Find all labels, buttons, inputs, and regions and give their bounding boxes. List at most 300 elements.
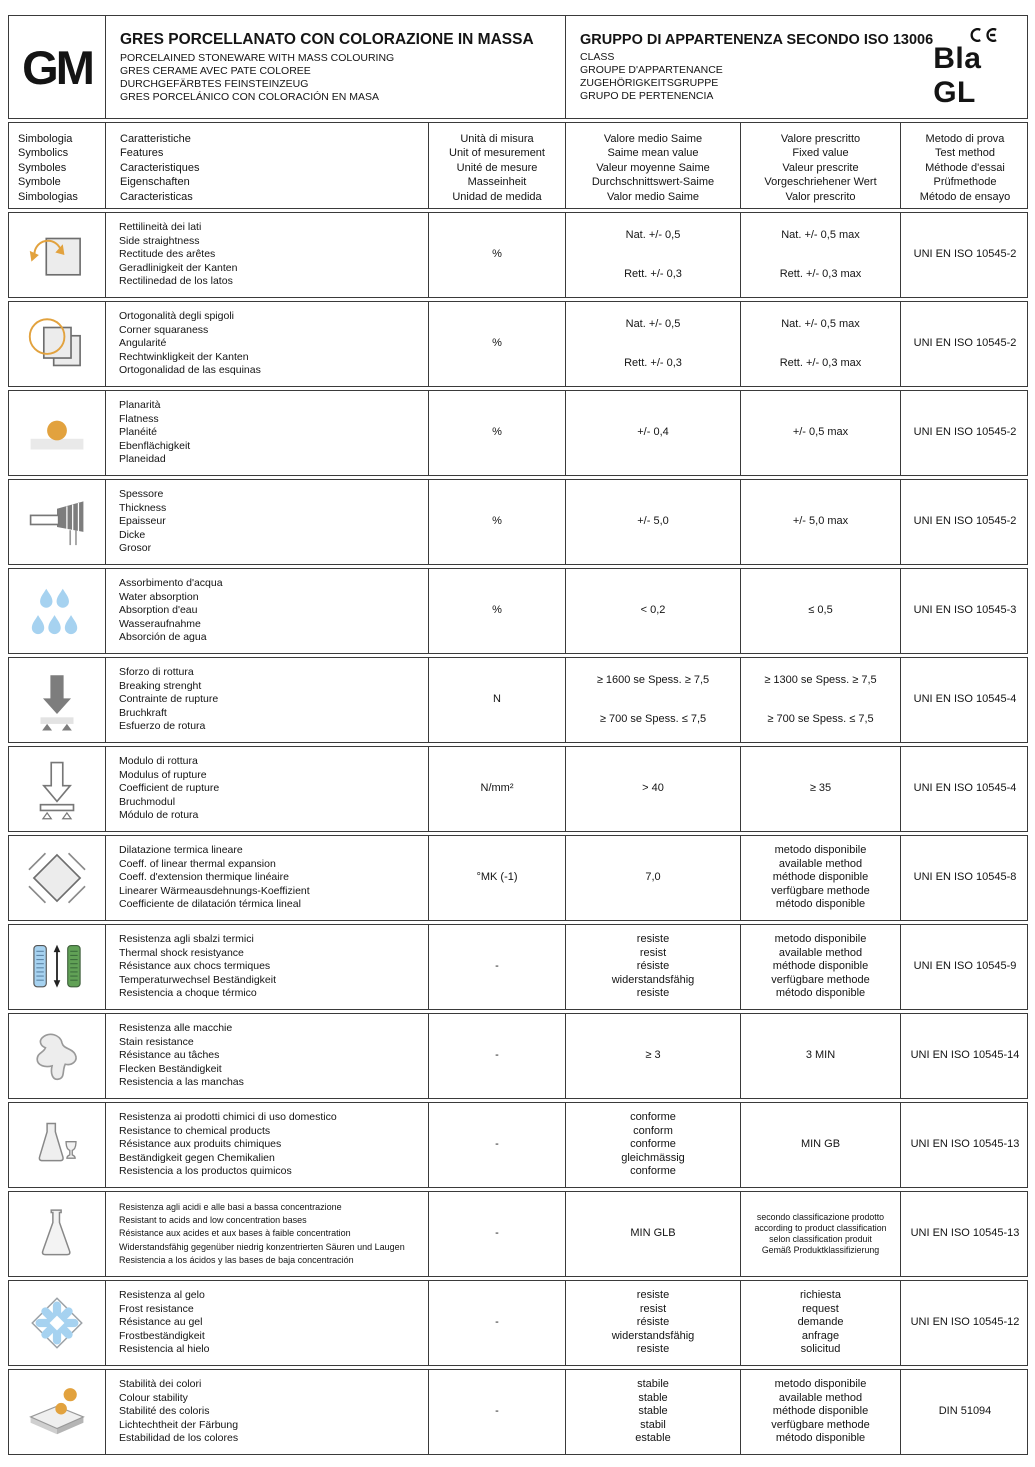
value-line: 7,0 (645, 871, 661, 884)
feature-line: Resistenza agli acidi e alle basi a bassa concentrazione (119, 1201, 342, 1212)
column-header-features (106, 123, 429, 208)
fixed-value-cell (741, 925, 901, 1009)
value-line: gleichmässig (621, 1151, 685, 1164)
feature-line: Rechtwinkligkeit der Kanten (119, 350, 249, 363)
value-line: °MK (-1) (476, 871, 518, 884)
value-line: resiste (636, 1289, 670, 1302)
value-line: verfügbare methode (771, 1418, 870, 1431)
test-method-cell (901, 925, 1029, 1009)
feature-line: Flatness (119, 412, 159, 425)
fixed-value-cell-lines (808, 604, 832, 618)
feature-line: Stabilité des coloris (119, 1405, 210, 1418)
value-line: méthode disponible (772, 871, 869, 884)
features-cell (106, 836, 429, 920)
fixed-value-cell-lines (771, 1378, 869, 1446)
feature-line: Epaisseur (119, 515, 166, 528)
column-header-line: Unidad de medida (452, 190, 542, 203)
feature-lines (119, 310, 261, 378)
test-method-cell (901, 1370, 1029, 1454)
datasheet-header (8, 15, 1028, 119)
group-title: GRUPPO DI APPARTENENZA SECONDO ISO 13006 (580, 31, 934, 48)
table-row (8, 1013, 1028, 1099)
mean-value-cell-lines (641, 604, 666, 618)
feature-line: Résistance aux acides et aux bases à faible concentration (119, 1228, 351, 1239)
value-line: selon classification produit (769, 1234, 872, 1244)
value-line: ≥ 35 (809, 782, 832, 795)
column-header-line: Metodo di prova (925, 133, 1005, 145)
test-method-cell-lines (914, 426, 1017, 440)
table-body (8, 212, 1028, 1455)
column-header-line: Vorgeschriehener Wert (764, 176, 877, 189)
value-line: UNI EN ISO 10545-8 (913, 871, 1017, 884)
test-method-cell-lines (914, 604, 1017, 618)
unit-cell-lines (492, 337, 502, 351)
column-header-test-method (901, 123, 1029, 208)
value-line: resiste (636, 987, 670, 1000)
value-line: stabile (637, 1378, 669, 1391)
feature-line: Frostbeständigkeit (119, 1329, 205, 1342)
mean-value-cell-lines (645, 871, 660, 885)
feature-line: Coeff. of linear thermal expansion (119, 857, 276, 870)
feature-line: Absorción de agua (119, 631, 207, 644)
table-row (8, 835, 1028, 921)
symbol-cell (9, 569, 106, 653)
feature-line: Thickness (119, 501, 167, 514)
fixed-value-cell (741, 1014, 901, 1098)
table-row (8, 390, 1028, 476)
features-cell (106, 480, 429, 564)
value-line: widerstandsfähig (611, 973, 695, 986)
mean-value-cell-lines (630, 1227, 675, 1241)
symbol-cell (9, 480, 106, 564)
value-line: Nat. +/- 0,5 (625, 228, 681, 241)
feature-line: Resistenza agli sbalzi termici (119, 933, 254, 946)
value-line: conform (633, 1124, 673, 1137)
column-header-fixed-value (741, 123, 901, 208)
value-line: ≤ 0,5 (808, 604, 833, 617)
fixed-value-cell (741, 1281, 901, 1365)
mean-value-cell-lines (645, 1049, 660, 1063)
column-header-line: Simbologias (18, 190, 78, 203)
fixed-value-cell (741, 1370, 901, 1454)
unit-cell (429, 213, 566, 297)
features-cell (106, 391, 429, 475)
group-block (566, 16, 1027, 118)
table-row (8, 1369, 1028, 1455)
feature-line: Coefficient de rupture (119, 782, 220, 795)
value-line: Rett. +/- 0,3 max (779, 357, 862, 369)
unit-cell-lines (495, 1227, 499, 1241)
mean-value-cell (566, 391, 741, 475)
column-header-line: Unit of mesurement (449, 147, 545, 160)
test-method-cell (901, 1014, 1029, 1098)
value-line: estable (635, 1432, 671, 1445)
unit-cell (429, 925, 566, 1009)
gm-logo-text: GM (22, 40, 92, 94)
value-line: stable (638, 1405, 668, 1418)
value-line: % (492, 515, 502, 528)
feature-line: Résistance au tâches (119, 1049, 220, 1062)
feature-line: Colour stability (119, 1391, 188, 1404)
value-line: widerstandsfähig (611, 1329, 695, 1342)
value-line: ≥ 3 (645, 1049, 661, 1062)
unit-cell (429, 480, 566, 564)
ce-area (933, 16, 1015, 118)
value-line: available method (778, 857, 863, 870)
unit-cell-lines (495, 1138, 499, 1152)
value-line: request (802, 1302, 839, 1315)
symbol-cell (9, 747, 106, 831)
unit-cell-lines (492, 426, 502, 440)
test-method-cell (901, 302, 1029, 386)
value-line: método disponible (775, 987, 866, 1000)
value-line: Rett. +/- 0,3 max (779, 268, 862, 280)
value-line: UNI EN ISO 10545-4 (913, 782, 1017, 795)
features-cell (106, 747, 429, 831)
value-line: secondo classificazione prodotto (756, 1211, 885, 1222)
value-line: UNI EN ISO 10545-12 (910, 1316, 1020, 1329)
mean-value-cell (566, 925, 741, 1009)
value-line: UNI EN ISO 10545-13 (910, 1138, 1020, 1151)
column-header-line: Caracteristiques (120, 161, 200, 174)
technical-datasheet (8, 15, 1028, 1455)
unit-cell-lines (495, 960, 499, 974)
column-header-line: Valeur prescrite (782, 161, 859, 174)
mean-value-cell (566, 1014, 741, 1098)
test-method-cell-lines (911, 1138, 1020, 1152)
feature-line: Wasseraufnahme (119, 617, 201, 630)
feature-line: Coeff. d'extension thermique linéaire (119, 871, 289, 884)
group-subtitles (580, 51, 723, 103)
test-method-cell (901, 1192, 1029, 1276)
column-header-line: Valore medio Saime (603, 133, 703, 145)
value-line: - (495, 1049, 499, 1062)
colour-stability-icon (24, 1379, 90, 1445)
value-line: % (492, 337, 502, 350)
value-line: MIN GLB (630, 1227, 676, 1240)
value-line: resist (639, 946, 667, 959)
symbol-cell (9, 1370, 106, 1454)
column-header-line: Método de ensayo (919, 190, 1011, 203)
test-method-cell-lines (914, 960, 1017, 974)
value-line: % (492, 248, 502, 261)
group-subtitle-line: ZUGEHÖRIGKEITSGRUPPE (580, 76, 719, 89)
feature-line: Thermal shock resistyance (119, 946, 244, 959)
symbol-cell (9, 1281, 106, 1365)
unit-cell (429, 1103, 566, 1187)
symbol-cell (9, 836, 106, 920)
feature-lines (119, 844, 310, 912)
value-line: UNI EN ISO 10545-2 (913, 426, 1017, 439)
fixed-value-cell (741, 391, 901, 475)
ce-mark-icon (955, 28, 1013, 42)
fixed-value-cell-lines (771, 844, 869, 912)
thickness-icon (24, 489, 90, 555)
symbol-cell (9, 1014, 106, 1098)
value-line: Nat. +/- 0,5 max (781, 317, 860, 330)
table-row (8, 1191, 1028, 1277)
feature-line: Widerstandsfähig gegenüber niedrig konzentrierten Säuren und Laugen (119, 1241, 405, 1252)
test-method-cell-lines (911, 1049, 1020, 1063)
mean-value-cell (566, 569, 741, 653)
feature-line: Water absorption (119, 590, 199, 603)
column-header-line: Fixed value (792, 147, 849, 160)
features-cell (106, 302, 429, 386)
product-subtitle-line: DURCHGEFÄRBTES FEINSTEINZEUG (120, 77, 309, 90)
feature-line: Breaking strenght (119, 679, 202, 692)
feature-lines (119, 755, 219, 823)
column-header-line: Caracteristicas (120, 190, 193, 203)
column-header-line: Symboles (18, 161, 67, 174)
value-line: ≥ 700 se Spess. ≤ 7,5 (599, 713, 707, 725)
test-method-cell-lines (914, 782, 1017, 796)
features-cell (106, 213, 429, 297)
feature-lines (119, 221, 238, 289)
mean-value-cell (566, 658, 741, 742)
gm-logo (9, 16, 106, 118)
test-method-cell-lines (914, 515, 1017, 529)
unit-cell-lines (493, 693, 501, 707)
mean-value-cell (566, 836, 741, 920)
value-line: % (492, 604, 502, 617)
value-line: > 40 (642, 782, 664, 795)
fixed-value-cell (741, 836, 901, 920)
feature-line: Rettilineità dei lati (119, 221, 202, 234)
group-subtitle-line: GROUPE D'APPARTENANCE (580, 63, 723, 76)
unit-cell-lines (481, 782, 514, 796)
column-header-line: Test method (935, 147, 995, 160)
value-line: metodo disponibile (774, 933, 867, 946)
column-header-line: Features (120, 147, 164, 160)
test-method-cell (901, 391, 1029, 475)
features-cell (106, 1370, 429, 1454)
table-row (8, 301, 1028, 387)
value-line: UNI EN ISO 10545-3 (913, 604, 1017, 617)
value-line: according to product classification (754, 1222, 887, 1233)
value-line: résiste (636, 960, 670, 973)
mean-value-cell-lines (642, 782, 664, 796)
table-row (8, 1280, 1028, 1366)
column-header-row (8, 122, 1028, 209)
feature-line: Lichtechtheit der Färbung (119, 1418, 239, 1431)
mean-value-cell (566, 213, 741, 297)
feature-line: Frost resistance (119, 1302, 194, 1315)
value-line: UNI EN ISO 10545-2 (913, 248, 1017, 261)
value-line: UNI EN ISO 10545-2 (913, 337, 1017, 350)
feature-line: Esfuerzo de rotura (119, 720, 206, 733)
value-line: N (493, 693, 501, 706)
mean-value-cell-lines (624, 318, 682, 371)
feature-line: Resistenza al gelo (119, 1289, 205, 1302)
table-row (8, 212, 1028, 298)
mean-value-cell (566, 1103, 741, 1187)
feature-line: Spessore (119, 488, 164, 501)
unit-cell (429, 658, 566, 742)
value-line: available method (778, 1391, 863, 1404)
mean-value-cell (566, 480, 741, 564)
table-row (8, 746, 1028, 832)
column-header-line: Unità di misura (460, 133, 534, 145)
test-method-cell (901, 213, 1029, 297)
product-subtitles (120, 52, 394, 104)
test-method-cell-lines (911, 1316, 1020, 1330)
value-line: méthode disponible (772, 1405, 869, 1418)
fixed-value-cell (741, 569, 901, 653)
feature-line: Planarità (119, 399, 161, 412)
value-line: ≥ 1300 se Spess. ≥ 7,5 (764, 673, 877, 686)
test-method-cell (901, 1281, 1029, 1365)
value-line: stabil (640, 1418, 666, 1431)
feature-line: Contrainte de rupture (119, 693, 219, 706)
column-header-line: Symbolics (18, 147, 69, 160)
symbol-cell (9, 213, 106, 297)
group-subtitle-line: GRUPO DE PERTENENCIA (580, 89, 714, 102)
corner-squareness-icon (24, 311, 90, 377)
feature-lines (119, 1289, 209, 1357)
fixed-value-cell-lines (801, 1138, 840, 1152)
mean-value-cell-lines (635, 1378, 670, 1446)
feature-lines (119, 1022, 244, 1090)
feature-line: Beständigkeit gegen Chemikalien (119, 1151, 275, 1164)
value-line: < 0,2 (640, 604, 666, 617)
feature-line: Ortogonalità degli spigoli (119, 310, 234, 323)
symbol-cell (9, 391, 106, 475)
fixed-value-cell (741, 747, 901, 831)
feature-line: Stain resistance (119, 1035, 194, 1048)
feature-line: Ortogonalidad de las esquinas (119, 364, 261, 377)
value-line: UNI EN ISO 10545-9 (913, 960, 1017, 973)
value-line: UNI EN ISO 10545-2 (913, 515, 1017, 528)
value-line: available method (778, 946, 863, 959)
value-line: % (492, 426, 502, 439)
fixed-value-cell (741, 302, 901, 386)
value-line: Nat. +/- 0,5 (625, 317, 681, 330)
feature-lines (119, 1201, 405, 1267)
unit-cell (429, 391, 566, 475)
feature-line: Resistance to chemical products (119, 1124, 271, 1137)
unit-cell-lines (495, 1316, 499, 1330)
feature-line: Planéité (119, 426, 157, 439)
feature-line: Résistance au gel (119, 1316, 203, 1329)
fixed-value-cell-lines (798, 1289, 844, 1357)
feature-line: Resistant to acids and low concentration bases (119, 1215, 307, 1226)
value-line: +/- 5,0 max (792, 515, 849, 528)
thermal-expansion-icon (24, 845, 90, 911)
value-line: ≥ 1600 se Spess. ≥ 7,5 (596, 673, 710, 686)
fixed-value-cell (741, 658, 901, 742)
column-header-line: Méthode d'essai (925, 161, 1005, 174)
class-code: Bla GL (933, 42, 982, 109)
unit-cell-lines (492, 515, 502, 529)
feature-lines (119, 1111, 337, 1179)
feature-line: Stabilità dei colori (119, 1378, 202, 1391)
feature-line: Resistencia a los ácidos y las bases de baja concentración (119, 1254, 354, 1265)
table-row (8, 657, 1028, 743)
feature-line: Grosor (119, 542, 152, 555)
unit-cell-lines (495, 1049, 499, 1063)
value-line: - (495, 1316, 499, 1329)
column-header-line: Durchschnittswert-Saime (591, 176, 715, 189)
value-line: N/mm² (480, 782, 514, 795)
product-title: GRES PORCELLANATO CON COLORAZIONE IN MASSA (120, 30, 534, 48)
feature-line: Bruchkraft (119, 706, 167, 719)
value-line: Rett. +/- 0,3 (624, 268, 682, 280)
symbol-cell (9, 658, 106, 742)
unit-cell (429, 747, 566, 831)
value-line: resiste (636, 933, 670, 946)
symbol-cell (9, 302, 106, 386)
feature-line: Geradlinigkeit der Kanten (119, 261, 238, 274)
fixed-value-cell (741, 480, 901, 564)
fixed-value-cell-lines (806, 1049, 835, 1063)
column-header-line: Saime mean value (607, 147, 699, 160)
features-cell (106, 1281, 429, 1365)
fixed-value-cell-lines (771, 933, 869, 1001)
unit-cell-lines (495, 1405, 499, 1419)
feature-line: Résistance aux chocs termiques (119, 960, 271, 973)
modulus-of-rupture-icon (24, 756, 90, 822)
feature-line: Assorbimento d'acqua (119, 577, 223, 590)
test-method-cell (901, 658, 1029, 742)
mean-value-cell (566, 1192, 741, 1276)
feature-line: Modulo di rottura (119, 755, 198, 768)
value-line: - (495, 1138, 499, 1151)
test-method-cell (901, 1103, 1029, 1187)
value-line: résiste (636, 1316, 670, 1329)
product-subtitle-line: GRES CERAME AVEC PATE COLOREE (120, 64, 311, 77)
value-line: Nat. +/- 0,5 max (781, 228, 860, 241)
value-line: anfrage (801, 1329, 840, 1342)
feature-line: Rectitude des arêtes (119, 248, 216, 261)
column-header-line: Prüfmethode (933, 176, 997, 189)
unit-cell (429, 1281, 566, 1365)
acid-resistance-icon (24, 1201, 90, 1267)
symbol-cell (9, 1103, 106, 1187)
feature-line: Temperaturwechsel Beständigkeit (119, 973, 276, 986)
chemical-resistance-icon (24, 1112, 90, 1178)
column-header-line: Unité de mesure (456, 161, 538, 174)
table-row (8, 1102, 1028, 1188)
fixed-value-cell-lines (780, 229, 862, 282)
value-line: +/- 5,0 (637, 515, 669, 528)
stain-resistance-icon (24, 1023, 90, 1089)
feature-line: Absorption d'eau (119, 604, 198, 617)
mean-value-cell-lines (637, 426, 669, 440)
mean-value-cell (566, 747, 741, 831)
test-method-cell-lines (914, 337, 1017, 351)
breaking-strength-icon (24, 667, 90, 733)
feature-line: Bruchmodul (119, 795, 176, 808)
group-subtitle-line: CLASS (580, 50, 615, 63)
feature-lines (119, 577, 223, 645)
feature-line: Linearer Wärmeausdehnungs-Koeffizient (119, 884, 310, 897)
features-cell (106, 569, 429, 653)
value-line: 3 MIN (805, 1049, 836, 1062)
value-line: - (495, 960, 499, 973)
feature-line: Résistance aux produits chimiques (119, 1138, 282, 1151)
mean-value-cell-lines (612, 933, 695, 1001)
value-line: resist (639, 1302, 667, 1315)
mean-value-cell-lines (637, 515, 669, 529)
unit-cell (429, 302, 566, 386)
column-header-unit (429, 123, 566, 208)
column-header-mean-value (566, 123, 741, 208)
unit-cell-lines (492, 248, 502, 262)
features-cell (106, 925, 429, 1009)
value-line: método disponible (775, 898, 866, 911)
mean-value-cell (566, 302, 741, 386)
feature-lines (119, 488, 166, 556)
